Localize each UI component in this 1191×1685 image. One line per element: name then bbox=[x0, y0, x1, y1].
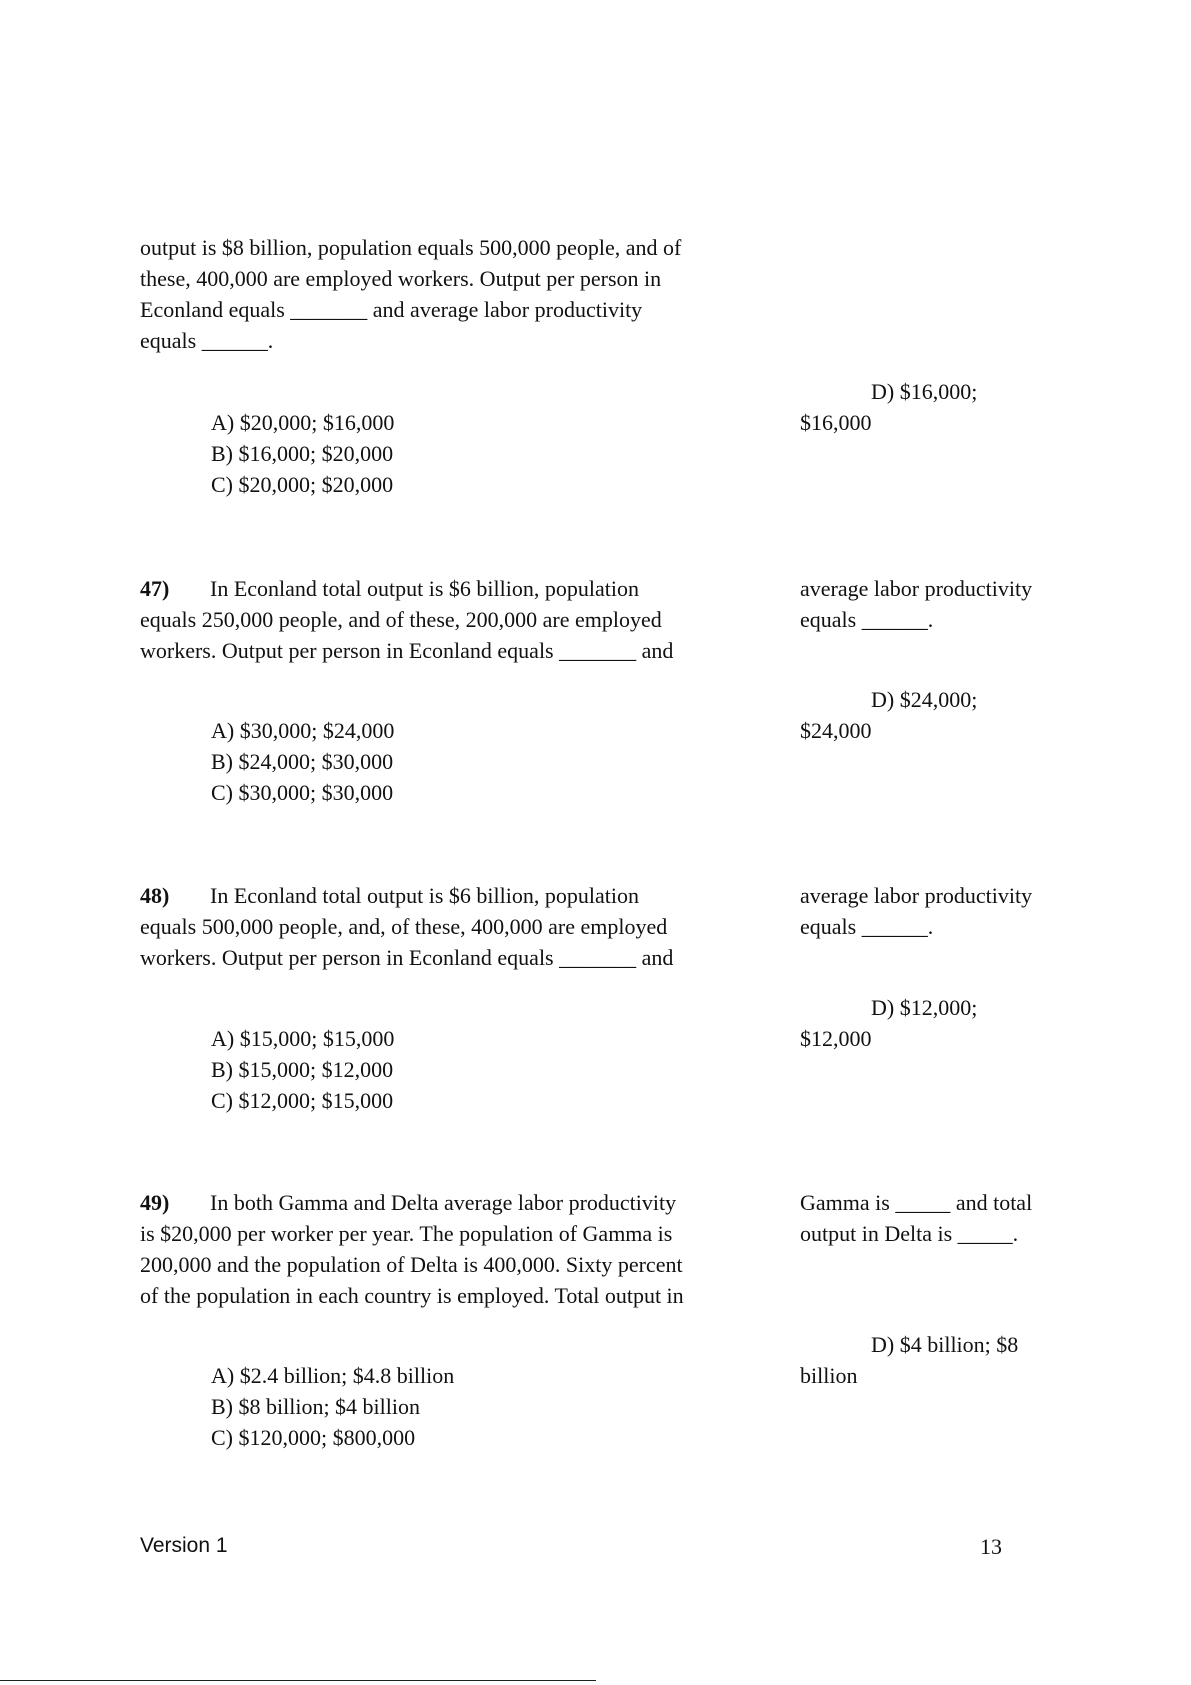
question-text-line: workers. Output per person in Econland equals _______ and bbox=[140, 638, 674, 663]
option-d-line2: $12,000 bbox=[800, 1026, 872, 1051]
option-c: C) $120,000; $800,000 bbox=[211, 1425, 416, 1450]
option-d-line2: $24,000 bbox=[800, 718, 872, 743]
option-b: B) $24,000; $30,000 bbox=[211, 749, 394, 774]
question-text-line: equals ______. bbox=[140, 328, 274, 353]
question-text-line: In both Gamma and Delta average labor productivity bbox=[210, 1190, 677, 1215]
question-49 bbox=[140, 1187, 684, 1311]
question-text-line: equals 500,000 people, and, of these, 400,000 are employed bbox=[140, 914, 668, 939]
option-c: C) $20,000; $20,000 bbox=[211, 472, 394, 497]
question-text-line: In Econland total output is $6 billion, population bbox=[210, 883, 639, 908]
option-d-line1: D) $16,000; bbox=[871, 379, 978, 404]
question-text-line: equals ______. bbox=[800, 607, 934, 632]
question-number: 47) bbox=[140, 576, 170, 601]
option-a: A) $15,000; $15,000 bbox=[211, 1026, 395, 1051]
question-46-continuation bbox=[140, 232, 681, 356]
option-d-line2: billion bbox=[800, 1363, 858, 1388]
option-c: C) $30,000; $30,000 bbox=[211, 780, 394, 805]
option-a: A) $20,000; $16,000 bbox=[211, 410, 395, 435]
question-48 bbox=[140, 880, 673, 973]
option-a: A) $2.4 billion; $4.8 billion bbox=[211, 1363, 455, 1388]
question-text-line: average labor productivity bbox=[800, 883, 1033, 908]
option-d-line1: D) $4 billion; $8 bbox=[871, 1332, 1019, 1357]
question-text-line: is $20,000 per worker per year. The population of Gamma is bbox=[140, 1221, 673, 1246]
question-text-line: 200,000 and the population of Delta is 400,000. Sixty percent bbox=[140, 1252, 683, 1277]
question-text-line: Gamma is _____ and total bbox=[800, 1190, 1033, 1215]
question-text-line: workers. Output per person in Econland equals _______ and bbox=[140, 945, 674, 970]
option-c: C) $12,000; $15,000 bbox=[211, 1088, 394, 1113]
question-47-right-text bbox=[800, 573, 1032, 635]
footer-page-number: 13 bbox=[980, 1534, 1002, 1559]
question-text-line: output is $8 billion, population equals 500,000 people, and of bbox=[140, 235, 682, 260]
question-text-line: equals ______. bbox=[800, 914, 934, 939]
option-b: B) $15,000; $12,000 bbox=[211, 1057, 394, 1082]
question-text-line: equals 250,000 people, and of these, 200,000 are employed bbox=[140, 607, 662, 632]
options-abc bbox=[211, 407, 394, 500]
question-text-line: of the population in each country is employed. Total output in bbox=[140, 1283, 684, 1308]
question-number: 49) bbox=[140, 1190, 170, 1215]
options-abc bbox=[211, 1023, 394, 1116]
option-b: B) $16,000; $20,000 bbox=[211, 441, 394, 466]
option-b: B) $8 billion; $4 billion bbox=[211, 1394, 421, 1419]
options-abc bbox=[211, 1360, 454, 1453]
question-text-line: these, 400,000 are employed workers. Output per person in bbox=[140, 266, 662, 291]
option-d-line1: D) $24,000; bbox=[871, 687, 978, 712]
option-a: A) $30,000; $24,000 bbox=[211, 718, 395, 743]
question-number: 48) bbox=[140, 883, 170, 908]
footer-divider bbox=[0, 1680, 596, 1681]
question-text-line: average labor productivity bbox=[800, 576, 1033, 601]
option-d-line2: $16,000 bbox=[800, 410, 872, 435]
question-text-line: Econland equals _______ and average labor productivity bbox=[140, 297, 643, 322]
question-text-line: output in Delta is _____. bbox=[800, 1221, 1019, 1246]
options-abc bbox=[211, 715, 394, 808]
option-d-line1: D) $12,000; bbox=[871, 995, 978, 1020]
question-48-right-text bbox=[800, 880, 1032, 942]
question-49-right-text bbox=[800, 1187, 1032, 1249]
question-47 bbox=[140, 573, 673, 666]
question-text-line: In Econland total output is $6 billion, population bbox=[210, 576, 639, 601]
footer-version: Version 1 bbox=[140, 1534, 228, 1557]
